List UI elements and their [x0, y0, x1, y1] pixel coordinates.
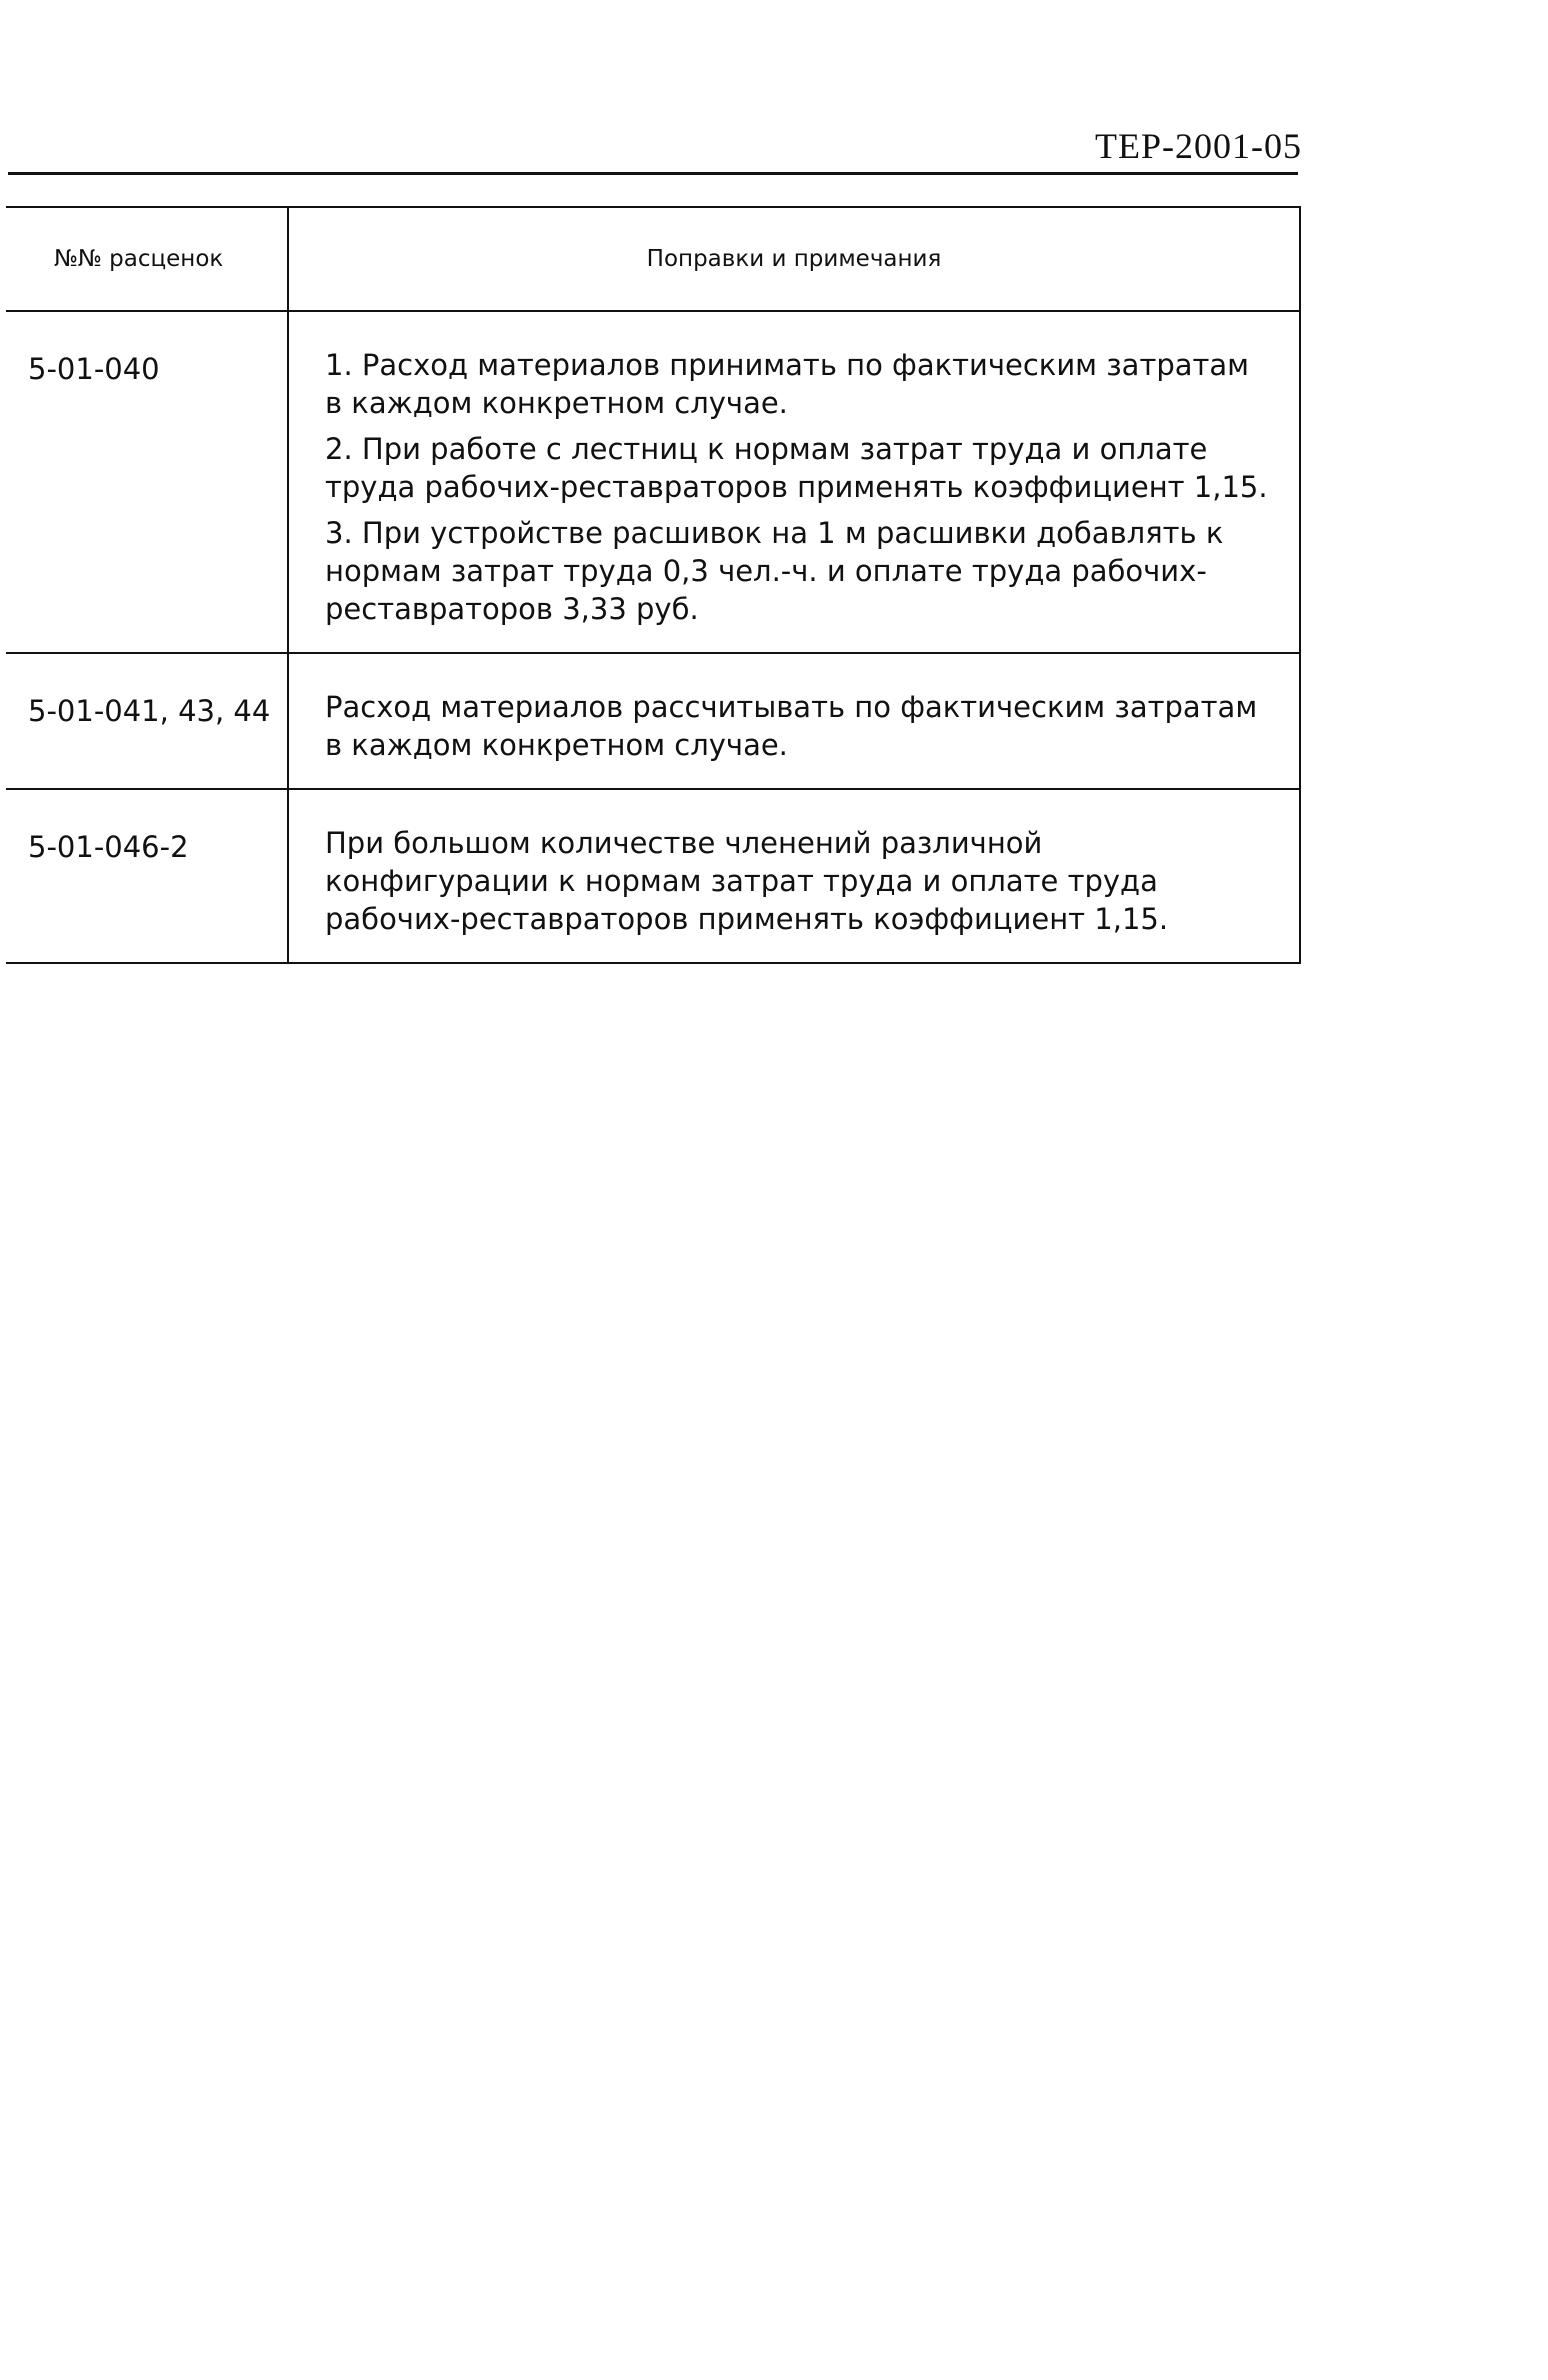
- note-paragraph: При большом количестве членений различной конфигурации к нормам затрат труда и оплате труда рабочих-реставраторов применять коэффициент 1,15.: [325, 826, 1169, 936]
- table-header-row: [6, 207, 1300, 311]
- document-code: ТЕР-2001-05: [1095, 126, 1302, 166]
- notes-cell: [288, 311, 1300, 653]
- table-row: [6, 311, 1300, 653]
- notes-cell: [288, 789, 1300, 963]
- table-row: [6, 653, 1300, 789]
- rate-code-cell: 5-01-041, 43, 44: [6, 653, 288, 789]
- rate-code-cell: 5-01-046-2: [6, 789, 288, 963]
- column-header-notes: Поправки и примечания: [288, 207, 1300, 311]
- note-paragraph: Расход материалов рассчитывать по фактическим затратам в каждом конкретном случае.: [325, 690, 1258, 762]
- note-paragraph: 3. При устройстве расшивок на 1 м расшивки добавлять к нормам затрат труда 0,3 чел.-ч. и оплате труда рабочих-реставраторов 3,33 руб.: [325, 516, 1224, 626]
- note-paragraph: 1. Расход материалов принимать по фактическим затратам в каждом конкретном случае.: [325, 348, 1250, 420]
- notes-table: [6, 206, 1301, 964]
- table-row: [6, 789, 1300, 963]
- header-rule: [8, 172, 1298, 175]
- column-header-codes: №№ расценок: [6, 207, 288, 311]
- rate-code-cell: 5-01-040: [6, 311, 288, 653]
- note-paragraph: 2. При работе с лестниц к нормам затрат труда и оплате труда рабочих-реставраторов применять коэффициент 1,15.: [325, 432, 1268, 504]
- notes-cell: [288, 653, 1300, 789]
